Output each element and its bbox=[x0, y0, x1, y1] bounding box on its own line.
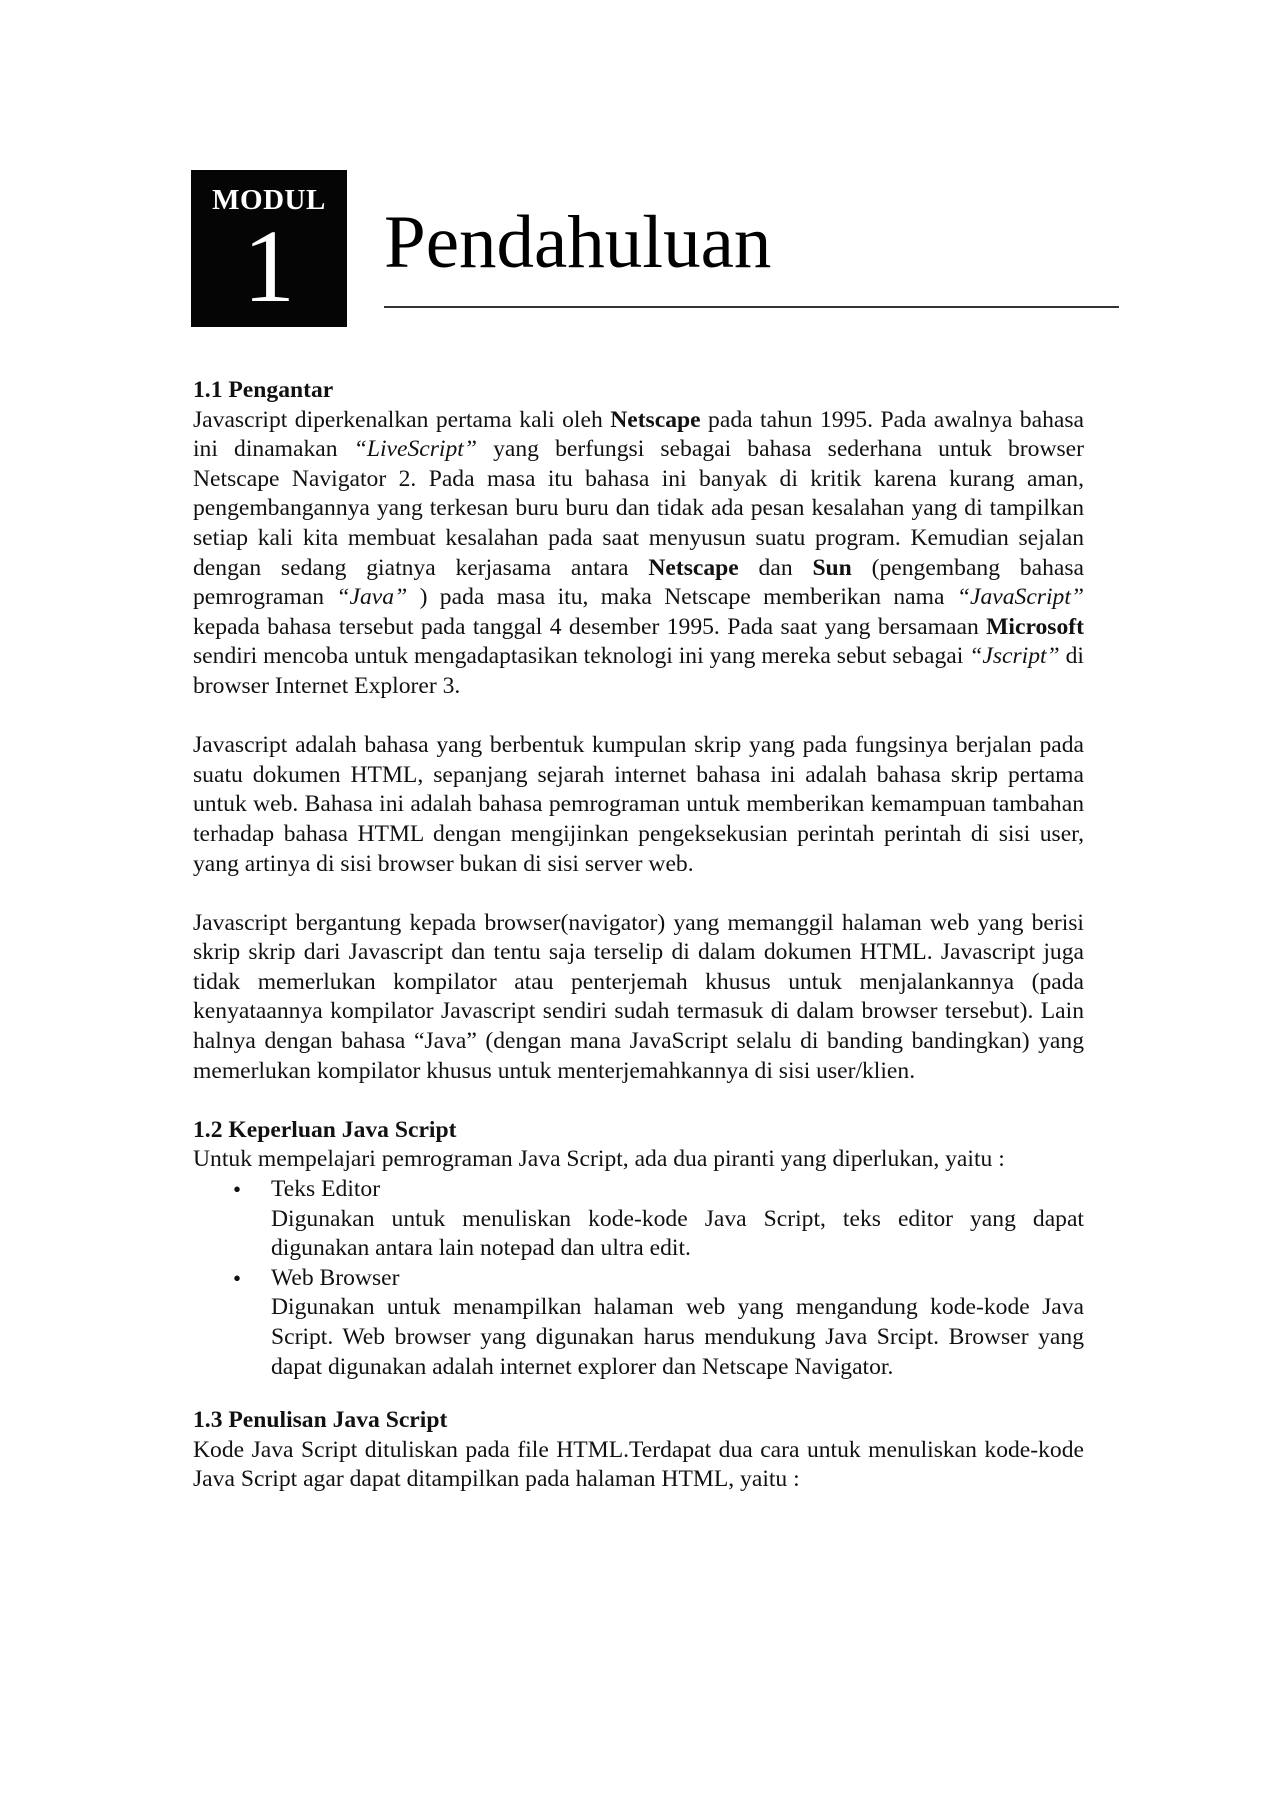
paragraph-penulisan-1: Kode Java Script dituliskan pada file HTML.Terdapat dua cara untuk menuliskan kode-kode Java Script agar dapat ditampilkan pada halaman HTML, yaitu : bbox=[193, 1436, 1084, 1493]
module-label: MODUL bbox=[212, 184, 326, 216]
list-item-description: Digunakan untuk menampilkan halaman web yang mengandung kode-kode Java Script. Web browser yang digunakan harus mendukung Java Srcipt. Browser yang dapat digunakan adalah internet explorer dan Netscape Navigator. bbox=[271, 1294, 1084, 1380]
text-run: yang berfungsi sebagai bahasa sederhana untuk browser Netscape Navigator 2. Pada masa itu bahasa ini banyak di kritik karena kurang aman, pengembangannya yang terkesan buru buru dan tidak ada pesan kesalahan yang di tampilkan setiap kali kita membuat kesalahan pada saat menyusun suatu program. Kemudian sejalan dengan sedang giatnya kerjasama antara bbox=[193, 436, 1085, 581]
list-item bbox=[193, 1175, 1084, 1264]
italic-term: “Jscript” bbox=[969, 643, 1060, 670]
text-run: Javascript diperkenalkan pertama kali oleh bbox=[193, 406, 611, 433]
italic-term: “Java” bbox=[336, 584, 408, 611]
paragraph-pengantar-1 bbox=[193, 406, 1084, 702]
bold-term: Netscape bbox=[648, 554, 739, 581]
section-heading-1-1: 1.1 Pengantar bbox=[193, 377, 334, 403]
italic-term: “JavaScript” bbox=[956, 584, 1084, 611]
bullet-icon: • bbox=[233, 1265, 242, 1291]
document-body bbox=[193, 376, 1084, 1495]
text-run: sendiri mencoba untuk mengadaptasikan teknologi ini yang mereka sebut sebagai bbox=[193, 643, 970, 670]
paragraph-pengantar-3: Javascript bergantung kepada browser(navigator) yang memanggil halaman web yang berisi skrip skrip dari Javascript dan tentu saja terselip di dalam dokumen HTML. Javascript juga tidak memerlukan kompilator atau penterjemah khusus untuk menjalankannya (pada kenyataannya kompilator Javascript sendiri sudah termasuk di dalam browser tersebut). Lain halnya dengan bahasa “Java” (dengan mana JavaScript selalu di banding bandingkan) yang memerlukan kompilator khusus untuk menterjemahkannya di sisi user/klien. bbox=[193, 909, 1084, 1084]
bold-term: Microsoft bbox=[986, 613, 1084, 640]
module-badge bbox=[191, 170, 347, 327]
bold-term: Netscape bbox=[610, 406, 701, 433]
italic-term: “LiveScript” bbox=[353, 436, 477, 463]
bullet-icon: • bbox=[233, 1177, 242, 1203]
module-number: 1 bbox=[243, 209, 295, 324]
chapter-title: Pendahuluan bbox=[384, 201, 772, 284]
requirements-list bbox=[193, 1175, 1084, 1382]
paragraph-keperluan-intro: Untuk mempelajari pemrograman Java Script, ada dua piranti yang diperlukan, yaitu : bbox=[193, 1146, 1005, 1173]
text-run: pada tahun 1995. Pada awalnya bahasa ini dinamakan bbox=[193, 406, 1084, 463]
bold-term: Sun bbox=[812, 554, 852, 581]
text-run: (pengembang bahasa pemrograman bbox=[193, 554, 1085, 611]
list-item-title: Web Browser bbox=[271, 1264, 400, 1291]
text-run: kepada bahasa tersebut pada tanggal 4 desember 1995. Pada saat yang bersamaan bbox=[193, 613, 987, 640]
title-underline bbox=[384, 306, 1119, 308]
list-item bbox=[193, 1264, 1084, 1382]
text-run: dan bbox=[738, 554, 813, 581]
section-heading-1-3: 1.3 Penulisan Java Script bbox=[193, 1407, 448, 1434]
text-run: ) pada masa itu, maka Netscape memberikan nama bbox=[407, 584, 957, 611]
section-heading-1-2: 1.2 Keperluan Java Script bbox=[193, 1116, 457, 1143]
text-run: di browser Internet Explorer 3. bbox=[193, 643, 1084, 699]
list-item-description: Digunakan untuk menuliskan kode-kode Java Script, teks editor yang dapat digunakan antara lain notepad dan ultra edit. bbox=[271, 1205, 1084, 1262]
list-item-title: Teks Editor bbox=[271, 1176, 381, 1203]
paragraph-pengantar-2: Javascript adalah bahasa yang berbentuk kumpulan skrip yang pada fungsinya berjalan pada suatu dokumen HTML, sepanjang sejarah internet bahasa ini adalah bahasa skrip pertama untuk web. Bahasa ini adalah bahasa pemrograman untuk memberikan kemampuan tambahan terhadap bahasa HTML dengan mengijinkan pengeksekusian perintah perintah di sisi user, yang artinya di sisi browser bukan di sisi server web. bbox=[193, 732, 1084, 877]
